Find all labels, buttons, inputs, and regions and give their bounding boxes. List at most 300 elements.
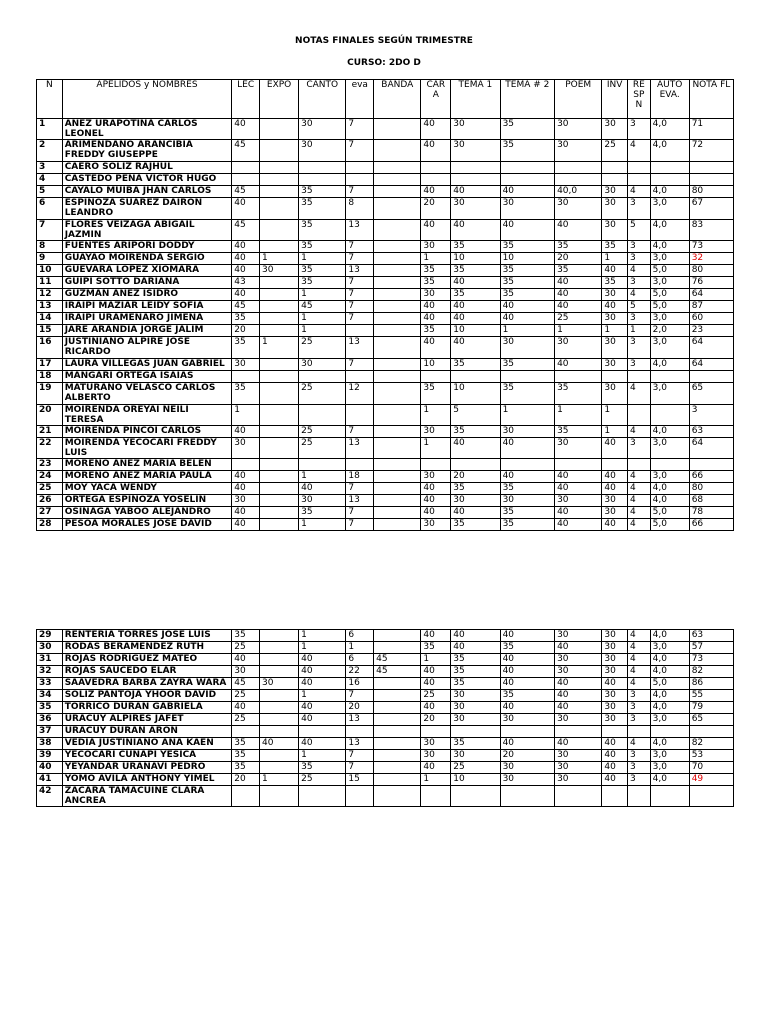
grade-cell: 30: [299, 119, 346, 140]
grade-cell: 3,0: [650, 253, 689, 265]
grade-cell: 40: [500, 438, 554, 459]
final-grade: 68: [689, 495, 733, 507]
grade-cell: 30: [602, 702, 628, 714]
grade-cell: [260, 371, 299, 383]
grade-cell: [374, 220, 421, 241]
student-name: RENTERIA TORRES JOSE LUIS: [62, 630, 232, 642]
grade-cell: 40: [232, 198, 260, 220]
grade-cell: 35: [451, 519, 500, 531]
grade-cell: 35: [232, 750, 260, 762]
grade-cell: 40: [555, 483, 602, 495]
grade-cell: [374, 750, 421, 762]
final-grade: 80: [689, 483, 733, 495]
grade-cell: 5,0: [650, 265, 689, 277]
grade-cell: [346, 325, 374, 337]
table-row: [37, 642, 734, 654]
student-name: MORENO AÑEZ MARIA PAULA: [62, 471, 232, 483]
table-row: [37, 325, 734, 337]
grade-cell: 35: [500, 241, 554, 253]
grade-cell: [260, 241, 299, 253]
grade-cell: 30: [602, 313, 628, 325]
grade-cell: 6: [346, 654, 374, 666]
grade-cell: [260, 383, 299, 405]
final-grade: [689, 786, 733, 807]
grade-cell: 35: [555, 426, 602, 438]
grade-cell: 30: [421, 289, 451, 301]
grade-cell: 7: [346, 241, 374, 253]
table-row: [37, 786, 734, 807]
grade-cell: [628, 726, 651, 738]
grade-cell: [374, 738, 421, 750]
grade-cell: 13: [346, 495, 374, 507]
grade-cell: 40: [299, 483, 346, 495]
grade-cell: [374, 301, 421, 313]
table-row: [37, 438, 734, 459]
grade-cell: [451, 162, 500, 174]
grade-cell: 40: [500, 702, 554, 714]
grade-cell: 35: [500, 265, 554, 277]
grade-cell: 35: [602, 277, 628, 289]
grade-cell: 3,0: [650, 383, 689, 405]
grade-cell: [500, 786, 554, 807]
grade-cell: [628, 786, 651, 807]
grade-cell: 40: [421, 678, 451, 690]
grade-cell: 40: [232, 507, 260, 519]
grade-cell: 40: [451, 642, 500, 654]
grade-cell: 45: [299, 301, 346, 313]
row-number: 9: [37, 253, 63, 265]
grade-cell: 40: [421, 337, 451, 359]
column-header: AUTO EVA.: [650, 80, 689, 119]
grade-cell: 4,0: [650, 774, 689, 786]
student-name: CASTEDO PEÑA VICTOR HUGO: [62, 174, 232, 186]
grade-cell: [374, 459, 421, 471]
grade-cell: 40: [500, 630, 554, 642]
grade-cell: [260, 654, 299, 666]
row-number: 17: [37, 359, 63, 371]
grade-cell: [374, 405, 421, 426]
grade-cell: 1: [232, 405, 260, 426]
grade-cell: [374, 774, 421, 786]
row-number: 5: [37, 186, 63, 198]
grade-cell: [555, 371, 602, 383]
grade-cell: 7: [346, 140, 374, 162]
grade-cell: 1: [602, 426, 628, 438]
grade-cell: [628, 405, 651, 426]
grade-cell: [374, 140, 421, 162]
grade-cell: 30: [602, 690, 628, 702]
final-grade: 53: [689, 750, 733, 762]
student-name: ROJAS RODRIGUEZ MATEO: [62, 654, 232, 666]
grade-cell: 4,0: [650, 241, 689, 253]
grade-cell: 40: [451, 337, 500, 359]
grade-cell: 30: [500, 426, 554, 438]
grade-cell: 30: [421, 750, 451, 762]
final-grade: [689, 371, 733, 383]
student-name: MOIRENDA YECOCARI FREDDY LUIS: [62, 438, 232, 459]
grade-cell: 30: [232, 359, 260, 371]
grade-cell: [602, 726, 628, 738]
grade-cell: [602, 174, 628, 186]
grade-cell: 40: [555, 702, 602, 714]
grade-cell: 30: [500, 774, 554, 786]
student-name: ZACARA TAMACUINE CLARA ANCREA: [62, 786, 232, 807]
grade-cell: 4: [628, 186, 651, 198]
grade-cell: 40: [500, 301, 554, 313]
grade-cell: 30: [500, 337, 554, 359]
grade-cell: 4: [628, 642, 651, 654]
grade-cell: 7: [346, 750, 374, 762]
column-header: N: [37, 80, 63, 119]
grade-cell: 40: [602, 762, 628, 774]
grade-cell: [260, 119, 299, 140]
grade-cell: 35: [500, 359, 554, 371]
grade-cell: 40: [299, 702, 346, 714]
grade-cell: 40: [232, 426, 260, 438]
grade-cell: [650, 371, 689, 383]
grade-cell: 7: [346, 507, 374, 519]
grade-cell: 7: [346, 313, 374, 325]
grade-cell: [374, 762, 421, 774]
grade-cell: [260, 359, 299, 371]
grade-cell: 13: [346, 738, 374, 750]
grade-cell: 10: [451, 383, 500, 405]
grade-cell: 40: [602, 483, 628, 495]
grade-cell: 40: [232, 265, 260, 277]
grade-cell: [451, 459, 500, 471]
student-name: ESPINOZA SUAREZ DAIRON LEANDRO: [62, 198, 232, 220]
grade-cell: 25: [232, 690, 260, 702]
grade-cell: 1: [299, 289, 346, 301]
grade-cell: 4: [628, 265, 651, 277]
grade-cell: 3,0: [650, 642, 689, 654]
grade-cell: 35: [451, 666, 500, 678]
grade-cell: 5,0: [650, 678, 689, 690]
grade-cell: 40: [555, 678, 602, 690]
grade-cell: 12: [346, 383, 374, 405]
final-grade: 23: [689, 325, 733, 337]
table-row: [37, 383, 734, 405]
table-row: [37, 241, 734, 253]
grade-cell: 30: [451, 198, 500, 220]
grade-cell: 30: [602, 198, 628, 220]
grade-cell: [232, 174, 260, 186]
student-name: YECOCARI CUÑAPI YESICA: [62, 750, 232, 762]
grade-cell: 40: [602, 301, 628, 313]
grade-cell: 7: [346, 426, 374, 438]
grade-cell: 22: [346, 666, 374, 678]
grade-cell: 30: [421, 426, 451, 438]
grade-cell: 7: [346, 119, 374, 140]
grade-cell: 1: [299, 471, 346, 483]
grade-cell: 40: [500, 313, 554, 325]
grade-cell: [299, 459, 346, 471]
student-name: FLORES VEIZAGA ABIGAIL JAZMIN: [62, 220, 232, 241]
grade-cell: 18: [346, 471, 374, 483]
grade-cell: 5: [628, 220, 651, 241]
grade-cell: 3,0: [650, 762, 689, 774]
grade-cell: [555, 786, 602, 807]
grade-cell: [346, 174, 374, 186]
grade-cell: 25: [299, 774, 346, 786]
grade-cell: 7: [346, 483, 374, 495]
grade-cell: 35: [421, 383, 451, 405]
grade-cell: 1: [628, 325, 651, 337]
grade-cell: 30: [232, 438, 260, 459]
grade-cell: [374, 678, 421, 690]
grade-cell: 30: [421, 519, 451, 531]
student-name: JUSTINIANO ALPIRE JOSE RICARDO: [62, 337, 232, 359]
final-grade: 55: [689, 690, 733, 702]
grade-cell: [421, 174, 451, 186]
grade-cell: 40: [421, 630, 451, 642]
grade-cell: 4: [628, 630, 651, 642]
final-grade: 79: [689, 702, 733, 714]
grade-cell: 30: [602, 337, 628, 359]
row-number: 33: [37, 678, 63, 690]
grade-cell: [299, 174, 346, 186]
row-number: 19: [37, 383, 63, 405]
grade-cell: 3: [628, 750, 651, 762]
grade-cell: [374, 426, 421, 438]
final-grade: 72: [689, 140, 733, 162]
grade-cell: 25: [421, 690, 451, 702]
student-name: GUAYAO MOIRENDA SERGIO: [62, 253, 232, 265]
table-row: [37, 253, 734, 265]
grade-cell: 40: [232, 253, 260, 265]
row-number: 14: [37, 313, 63, 325]
grade-cell: [628, 174, 651, 186]
grade-cell: 40: [602, 519, 628, 531]
grade-cell: 4: [628, 383, 651, 405]
grade-cell: 35: [451, 654, 500, 666]
grade-cell: 30: [555, 140, 602, 162]
grade-cell: [374, 438, 421, 459]
student-name: FUENTES ARIPORI DODDY: [62, 241, 232, 253]
column-header: NOTA FL: [689, 80, 733, 119]
grade-cell: 4,0: [650, 666, 689, 678]
student-name: SAAVEDRA BARBA ZAYRA WARA: [62, 678, 232, 690]
grade-cell: 30: [500, 198, 554, 220]
grade-cell: 30: [421, 241, 451, 253]
grade-cell: 40: [232, 471, 260, 483]
grade-cell: [451, 726, 500, 738]
grade-cell: 35: [555, 265, 602, 277]
grade-cell: 3,0: [650, 438, 689, 459]
student-name: YOMO AVILA ANTHONY YIMEL: [62, 774, 232, 786]
table-row: [37, 714, 734, 726]
grade-cell: 1: [602, 253, 628, 265]
final-grade: 80: [689, 186, 733, 198]
grade-cell: 1: [421, 774, 451, 786]
grade-cell: [500, 371, 554, 383]
column-header: LEC: [232, 80, 260, 119]
final-grade: 76: [689, 277, 733, 289]
column-header: eva: [346, 80, 374, 119]
grade-cell: 25: [451, 762, 500, 774]
grade-cell: 4,0: [650, 495, 689, 507]
grade-cell: 40: [555, 519, 602, 531]
grade-cell: 40: [500, 220, 554, 241]
grade-cell: 4: [628, 519, 651, 531]
row-number: 16: [37, 337, 63, 359]
grade-cell: [628, 162, 651, 174]
grade-cell: 1: [260, 253, 299, 265]
table-row: [37, 265, 734, 277]
grade-cell: [650, 726, 689, 738]
row-number: 3: [37, 162, 63, 174]
grade-cell: 40: [421, 220, 451, 241]
table-row: [37, 198, 734, 220]
final-grade: [689, 459, 733, 471]
grade-cell: [260, 198, 299, 220]
row-number: 26: [37, 495, 63, 507]
table-row: [37, 654, 734, 666]
grade-cell: 40: [500, 738, 554, 750]
student-name: RODAS BERAMENDEZ RUTH: [62, 642, 232, 654]
grade-cell: 4: [628, 666, 651, 678]
grade-cell: 40: [602, 774, 628, 786]
grade-cell: 35: [500, 140, 554, 162]
grade-cell: 40: [232, 519, 260, 531]
grade-cell: 30: [555, 630, 602, 642]
grade-cell: 40,0: [555, 186, 602, 198]
grade-cell: 40: [451, 438, 500, 459]
grade-cell: 35: [421, 277, 451, 289]
grade-cell: 3,0: [650, 337, 689, 359]
grade-cell: 1: [602, 325, 628, 337]
grade-cell: 35: [421, 642, 451, 654]
grade-cell: 40: [500, 678, 554, 690]
final-grade: 3: [689, 405, 733, 426]
grade-cell: 5: [451, 405, 500, 426]
grade-cell: 30: [421, 738, 451, 750]
grade-cell: 35: [299, 507, 346, 519]
grade-cell: 4,0: [650, 483, 689, 495]
student-name: OSINAGA YABOO ALEJANDRO: [62, 507, 232, 519]
row-number: 27: [37, 507, 63, 519]
grade-cell: 13: [346, 337, 374, 359]
grade-cell: 10: [500, 253, 554, 265]
grade-cell: 30: [421, 471, 451, 483]
grade-cell: 6: [346, 630, 374, 642]
grade-cell: [374, 265, 421, 277]
grade-cell: [374, 186, 421, 198]
grade-cell: 1: [299, 313, 346, 325]
grade-cell: [555, 726, 602, 738]
grade-cell: 30: [555, 666, 602, 678]
grade-cell: 30: [260, 678, 299, 690]
grade-cell: 40: [299, 738, 346, 750]
grade-cell: 3: [628, 438, 651, 459]
grade-cell: 20: [421, 714, 451, 726]
grade-cell: 10: [451, 325, 500, 337]
grade-cell: 40: [555, 359, 602, 371]
grade-cell: 40: [500, 666, 554, 678]
grade-cell: [374, 359, 421, 371]
grade-cell: [232, 786, 260, 807]
grade-cell: 13: [346, 714, 374, 726]
grade-cell: 35: [232, 762, 260, 774]
grade-cell: 30: [555, 438, 602, 459]
grade-cell: 35: [500, 119, 554, 140]
final-grade: 60: [689, 313, 733, 325]
row-number: 13: [37, 301, 63, 313]
grade-cell: 45: [374, 654, 421, 666]
grade-cell: [374, 642, 421, 654]
student-name: IRAIPI URAMENARO JIMENA: [62, 313, 232, 325]
grade-cell: [299, 405, 346, 426]
grade-cell: 1: [299, 690, 346, 702]
student-name: YEYANDAR URAÑAVI PEDRO: [62, 762, 232, 774]
table-row: [37, 726, 734, 738]
grade-cell: 7: [346, 301, 374, 313]
grade-cell: [628, 371, 651, 383]
table-row: [37, 426, 734, 438]
grade-cell: 25: [299, 337, 346, 359]
grade-cell: 4: [628, 654, 651, 666]
grade-cell: 20: [232, 774, 260, 786]
grade-cell: [346, 726, 374, 738]
grade-cell: 35: [451, 483, 500, 495]
grade-cell: 35: [500, 383, 554, 405]
grade-cell: 30: [500, 762, 554, 774]
table-row: [37, 471, 734, 483]
grade-cell: [374, 471, 421, 483]
grade-cell: 30: [451, 702, 500, 714]
grade-cell: 40: [602, 678, 628, 690]
grade-cell: 35: [232, 630, 260, 642]
grade-cell: 35: [299, 186, 346, 198]
grade-cell: 40: [451, 507, 500, 519]
grade-cell: 20: [555, 253, 602, 265]
grade-cell: [374, 241, 421, 253]
grade-cell: 40: [421, 119, 451, 140]
grade-cell: [451, 174, 500, 186]
grade-cell: 40: [421, 507, 451, 519]
row-number: 37: [37, 726, 63, 738]
grade-cell: [374, 495, 421, 507]
grade-cell: 35: [555, 241, 602, 253]
row-number: 36: [37, 714, 63, 726]
student-name: ORTEGA ESPINOZA YOSELIN: [62, 495, 232, 507]
grade-cell: [374, 119, 421, 140]
student-name: GUIPI SOTTO DARIANA: [62, 277, 232, 289]
grade-cell: [260, 174, 299, 186]
grade-cell: 4,0: [650, 119, 689, 140]
grade-cell: 4,0: [650, 220, 689, 241]
grade-cell: 4,0: [650, 359, 689, 371]
grade-cell: [374, 726, 421, 738]
student-name: ROJAS SAUCEDO ELAR: [62, 666, 232, 678]
grade-cell: 35: [299, 198, 346, 220]
grade-cell: 1: [299, 642, 346, 654]
grade-cell: 35: [451, 678, 500, 690]
grade-cell: 40: [260, 738, 299, 750]
grade-cell: 3: [628, 313, 651, 325]
student-name: TORRICO DURAN GABRIELA: [62, 702, 232, 714]
grade-cell: 35: [500, 519, 554, 531]
row-number: 28: [37, 519, 63, 531]
grade-cell: 20: [346, 702, 374, 714]
grade-cell: 10: [451, 774, 500, 786]
grade-cell: 4: [628, 471, 651, 483]
final-grade: 87: [689, 301, 733, 313]
grade-cell: 7: [346, 277, 374, 289]
grade-cell: [602, 162, 628, 174]
row-number: 35: [37, 702, 63, 714]
grade-cell: [260, 519, 299, 531]
